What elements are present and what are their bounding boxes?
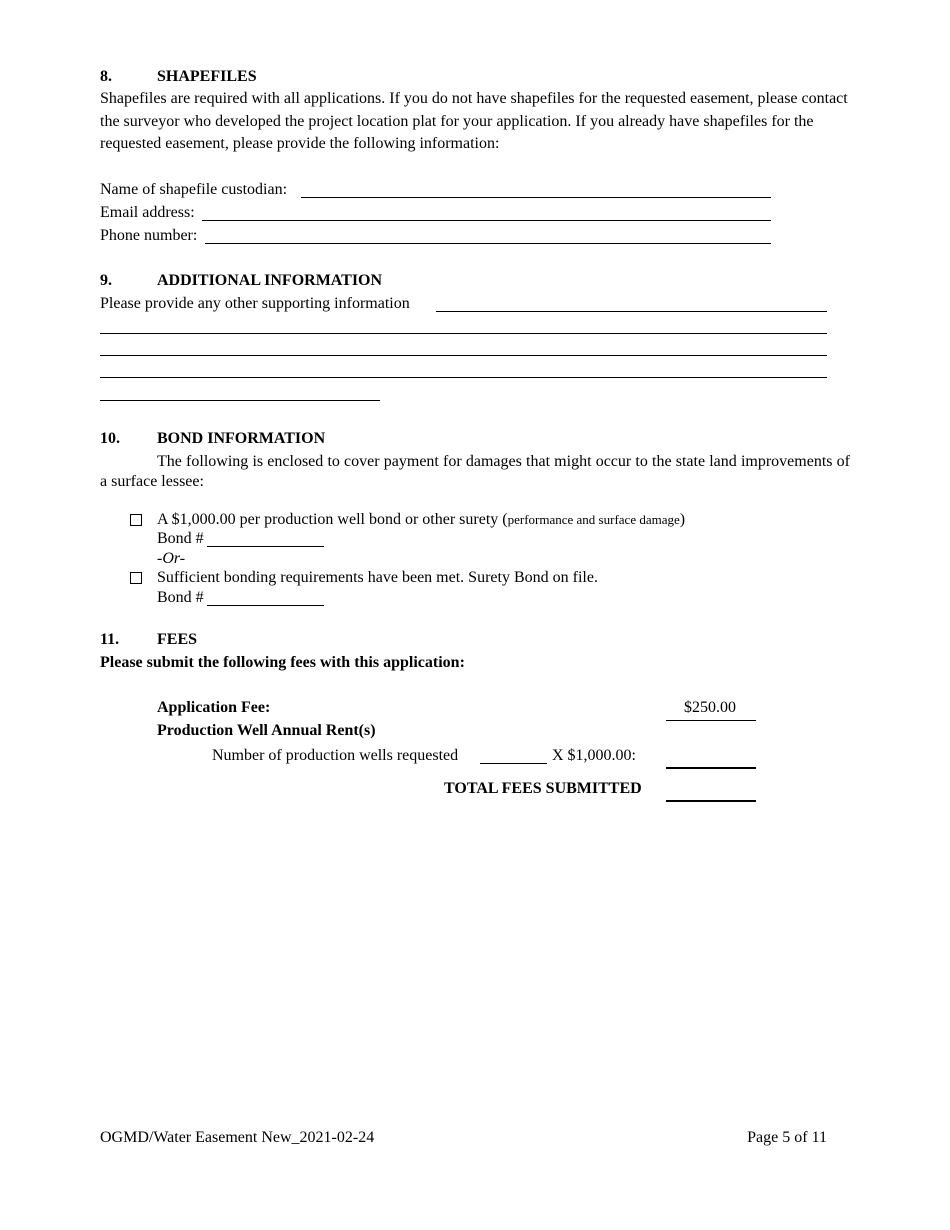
section-8-title: SHAPEFILES [157,68,257,85]
additional-info-line-4[interactable] [100,377,827,378]
total-fees-label: TOTAL FEES SUBMITTED [444,780,642,797]
wells-label-prefix: Number of production wells requested [212,747,459,764]
application-fee-value: $250.00 [684,699,736,716]
total-fees-field[interactable] [666,800,756,802]
footer-form-id: OGMD/Water Easement New_2021-02-24 [100,1129,375,1146]
bond-number-label-1: Bond # [157,530,204,547]
bond-option-1-text [157,511,685,529]
phone-field[interactable] [205,243,771,244]
additional-info-prompt: Please provide any other supporting information [100,295,410,312]
wells-label-suffix: X $1,000.00: [552,747,636,764]
or-label: -Or- [157,550,186,567]
bond-number-label-2: Bond # [157,589,204,606]
bond-option-2-checkbox[interactable] [130,572,142,584]
bond-option-2-text: Sufficient bonding requirements have been met. Surety Bond on file. [157,569,598,586]
additional-info-line-5[interactable] [100,400,380,401]
phone-label: Phone number: [100,227,198,244]
section-10-number: 10. [100,430,120,447]
bond-number-field-2[interactable] [207,605,324,606]
section-9-number: 9. [100,272,112,289]
additional-info-line-3[interactable] [100,355,827,356]
custodian-field[interactable] [301,197,771,198]
custodian-label: Name of shapefile custodian: [100,181,288,198]
bond-option-1-close: ) [679,511,686,528]
bond-option-1-checkbox[interactable] [130,514,142,526]
shapefiles-intro: Shapefiles are required with all applications. If you do not have shapefiles for the requested easement, please contact the surveyor who developed the project location plat for your application. If you already have shapefiles for the requested easement, please provide the following information: [100,90,848,152]
rent-label: Production Well Annual Rent(s) [157,722,376,739]
footer-page-number: Page 5 of 11 [747,1129,827,1146]
application-fee-underline [666,720,756,721]
wells-count-field[interactable] [480,763,547,764]
wells-rent-amount-field[interactable] [666,767,756,769]
section-8-number: 8. [100,68,112,85]
email-label: Email address: [100,204,195,221]
section-9-title: ADDITIONAL INFORMATION [157,272,383,289]
bond-option-1-main: A $1,000.00 per production well bond or other surety ( [157,511,508,528]
additional-info-line-2[interactable] [100,333,827,334]
bond-intro: The following is enclosed to cover payment for damages that might occur to the state land improvements of a surface lessee: [100,453,850,490]
email-field[interactable] [202,220,771,221]
section-11-title: FEES [157,631,198,648]
bond-number-field-1[interactable] [207,546,324,547]
application-fee-label: Application Fee: [157,699,271,716]
additional-info-line-1[interactable] [436,311,827,312]
section-10-title: BOND INFORMATION [157,430,326,447]
fees-instruction: Please submit the following fees with this application: [100,654,465,671]
section-11-number: 11. [100,631,120,648]
bond-option-1-detail: performance and surface damage [507,512,680,527]
